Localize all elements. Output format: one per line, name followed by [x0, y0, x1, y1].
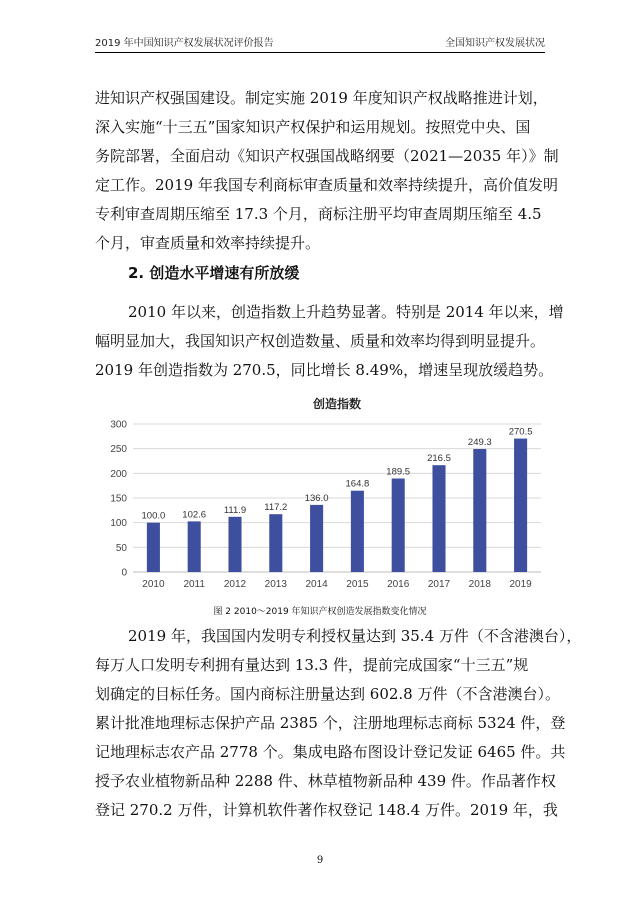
data-label: 189.5	[386, 466, 411, 478]
paragraph-line: 划确定的目标任务。国内商标注册量达到 602.8 万件（不含港澳台）。	[95, 685, 560, 703]
header-report-title: 2019 年中国知识产权发展状况评价报告	[95, 38, 274, 49]
data-label: 102.6	[182, 509, 207, 521]
x-tick-label: 2012	[223, 579, 247, 590]
y-tick-label: 250	[110, 444, 127, 456]
data-label: 216.5	[427, 453, 451, 465]
data-label: 100.0	[141, 510, 166, 522]
paragraph-line: 记地理标志农产品 2778 个。集成电路布图设计登记发证 6465 件。共	[95, 743, 566, 761]
paragraph-line: 深入实施“十三五”国家知识产权保护和运用规划。按照党中央、国	[95, 118, 531, 136]
x-tick-label: 2010	[142, 579, 165, 590]
section-heading: 2. 创造水平增速有所放缓	[128, 264, 300, 282]
x-tick-label: 2016	[387, 579, 410, 590]
paragraph-line: 进知识产权强国建设。制定实施 2019 年度知识产权战略推进计划，	[95, 89, 548, 107]
paragraph-line: 2019 年，我国国内发明专利授权量达到 35.4 万件（不含港澳台），	[128, 627, 582, 645]
bar	[188, 521, 201, 572]
paragraph-line: 授予农业植物新品种 2288 件、林草植物新品种 439 件。作品著作权	[95, 772, 556, 790]
bar	[351, 491, 364, 572]
x-tick-label: 2011	[183, 579, 205, 590]
bar	[432, 465, 445, 572]
y-tick-label: 150	[110, 493, 127, 505]
data-label: 164.8	[345, 478, 370, 490]
bar	[514, 439, 527, 572]
chart-title: 创造指数	[312, 397, 362, 411]
paragraph-line: 每万人口发明专利拥有量达到 13.3 件，提前完成国家“十三五”规	[95, 656, 529, 674]
x-tick-label: 2019	[509, 579, 532, 590]
data-label: 270.5	[508, 426, 533, 438]
x-tick-label: 2018	[468, 579, 491, 590]
data-label: 111.9	[223, 504, 247, 516]
header-section-title: 全国知识产权发展状况	[445, 38, 545, 49]
paragraph-line: 个月，审查质量和效率持续提升。	[95, 234, 321, 252]
paragraph-line: 登记 270.2 万件，计算机软件著作权登记 148.4 万件。2019 年，我	[95, 801, 558, 819]
y-tick-label: 50	[115, 542, 127, 554]
paragraph-line: 累计批准地理标志保护产品 2385 个，注册地理标志商标 5324 件，登	[95, 714, 566, 732]
paragraph-ip-statistics	[95, 622, 582, 825]
bar	[392, 479, 405, 572]
paragraph-line: 务院部署，全面启动《知识产权强国战略纲要（2021—2035 年）》制	[95, 147, 559, 165]
x-tick-label: 2015	[346, 579, 369, 590]
y-tick-label: 100	[110, 518, 127, 530]
paragraph-strategy	[95, 84, 559, 258]
y-tick-label: 300	[110, 419, 127, 431]
data-label: 117.2	[264, 502, 288, 514]
bar	[269, 514, 282, 572]
data-label: 136.0	[304, 492, 329, 504]
paragraph-line: 2019 年创造指数为 270.5，同比增长 8.49%，增速呈现放缓趋势。	[95, 361, 554, 379]
x-tick-label: 2013	[264, 579, 287, 590]
y-tick-label: 200	[110, 468, 127, 480]
bar	[147, 523, 160, 572]
paragraph-creation-index	[95, 298, 564, 385]
bar	[473, 449, 486, 572]
data-label: 249.3	[467, 437, 492, 449]
y-tick-label: 0	[121, 567, 127, 579]
paragraph-line: 专利审查周期压缩至 17.3 个月，商标注册平均审查周期压缩至 4.5	[95, 205, 542, 223]
page-header	[95, 30, 545, 50]
paragraph-line: 幅明显加大，我国知识产权创造数量、质量和效率均得到明显提升。	[95, 332, 546, 350]
x-tick-label: 2014	[305, 579, 328, 590]
x-tick-label: 2017	[427, 579, 451, 590]
page-number: 9	[316, 855, 324, 866]
paragraph-line: 定工作。2019 年我国专利商标审查质量和效率持续提升，高价值发明	[95, 176, 558, 194]
paragraph-line: 2010 年以来，创造指数上升趋势显著。特别是 2014 年以来，增	[128, 303, 564, 321]
figure-caption: 图 2 2010～2019 年知识产权创造发展指数变化情况	[213, 607, 427, 617]
creation-index-bar-chart	[93, 388, 551, 596]
bar	[228, 517, 241, 572]
header-divider	[95, 52, 545, 53]
bar	[310, 505, 323, 572]
